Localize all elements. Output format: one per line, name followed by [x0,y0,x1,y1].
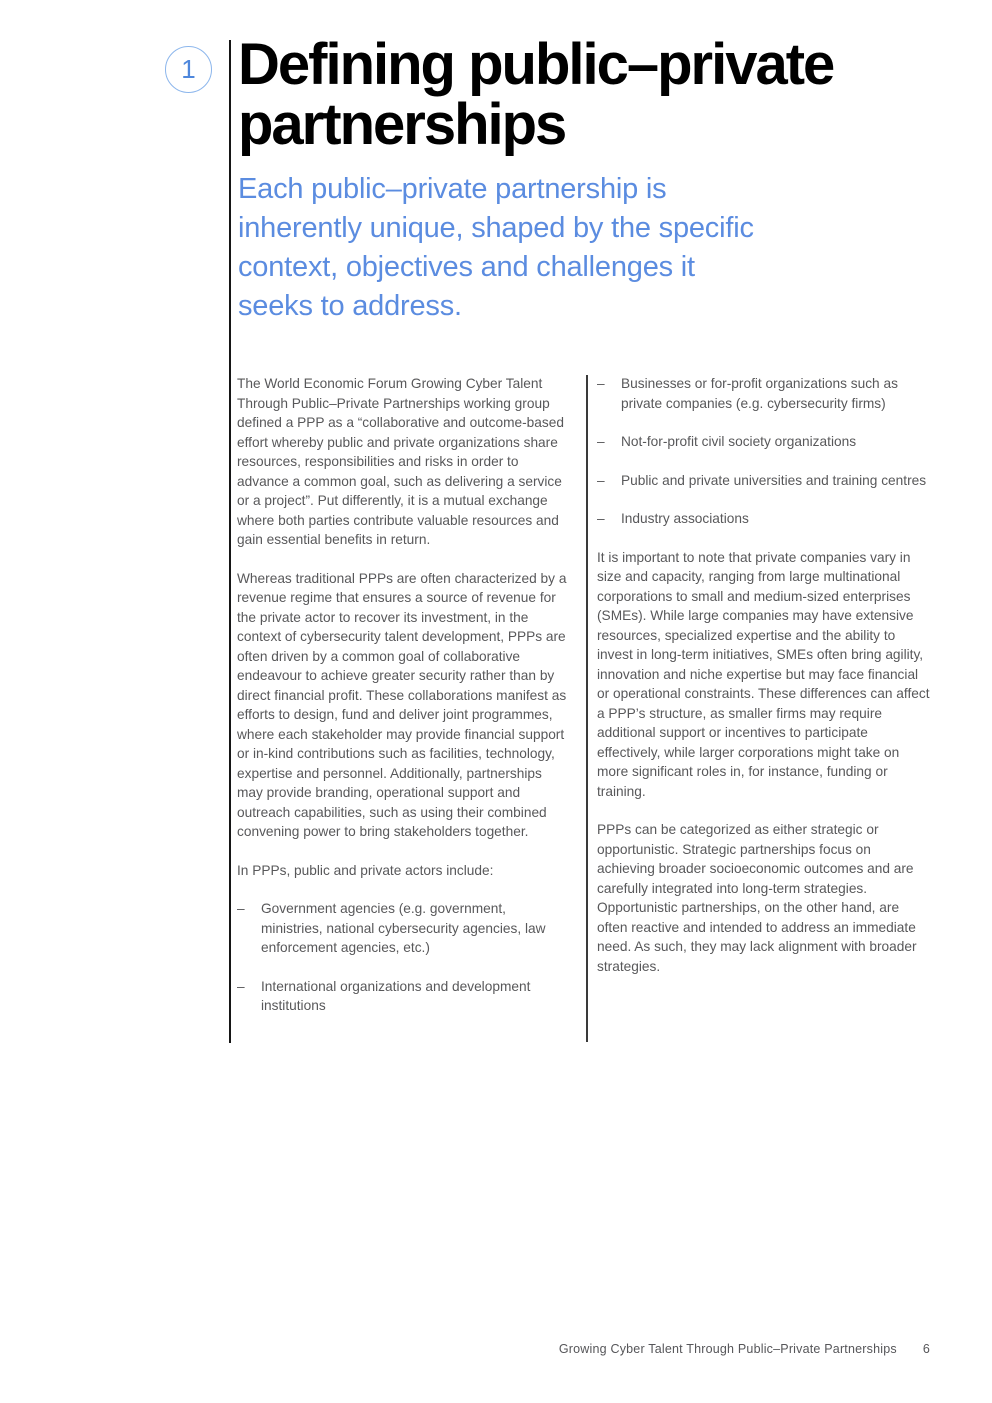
left-vertical-rule [229,40,231,1043]
bullet-text: International organizations and development institutions [261,978,531,1013]
bullet-marker: – [597,376,605,391]
body-paragraph: It is important to note that private companies vary in size and capacity, ranging from large multinational corporations to small and medium-sized enterprises (SMEs). While large companies may have extensive resources, specialized expertise and the ability to invest in long-term initiatives, SMEs often bring agility, innovation and niche expertise but may face financial or operational constraints. These differences can affect a PPP’s structure, as smaller firms may require additional support or incentives to participate effectively, while larger corporations might take on more significant roles in, for instance, funding or training. [597,549,930,799]
bullet-marker: – [237,978,245,994]
section-number: 1 [181,54,196,84]
subtitle-line: Each public–private partnership is [238,173,667,205]
page-subtitle [238,170,754,326]
body-paragraph: Whereas traditional PPPs are often characterized by a revenue regime that ensures a source of revenue for the private actor to recover its investment, in the context of cybersecurity talent development, PPPs are often driven by a common goal of collaborative endeavour to achieve greater security rather than by direct financial profit. These collaborations manifest as efforts to design, fund and deliver joint programmes, where each stakeholder may provide financial support or in-kind contributions such as facilities, technology, expertise and personnel. Additionally, partnerships may provide branding, operational support and outreach capabilities, such as using their combined convening power to bring stakeholders together. [237,570,567,839]
bullet-item [237,899,569,958]
bullet-text: Government agencies (e.g. government, ministries, national cybersecurity agencies, law enforcement agencies, etc.) [261,901,546,955]
bullet-item [597,374,931,413]
section-number-badge [165,46,212,93]
bullet-text: Public and private universities and training centres [621,472,927,488]
bullet-text: Businesses or for-profit organizations such as private companies (e.g. cybersecurity firms) [621,376,898,411]
subtitle-line: seeks to address. [238,290,462,322]
bullet-marker: – [597,472,605,488]
bullet-item [597,471,931,491]
bullet-item [597,509,931,529]
body-paragraph: In PPPs, public and private actors include: [237,862,494,878]
footer-page-number: 6 [922,1342,930,1356]
body-paragraph: The World Economic Forum Growing Cyber Talent Through Public–Private Partnerships working group defined a PPP as a “collaborative and outcome-based effort whereby public and private organizations share resources, responsibilities and risks in order to advance a common goal, such as delivering a service or a project”. Put differently, it is a mutual exchange where both parties contribute valuable resources and gain essential benefits in return. [237,376,564,547]
body-paragraph: PPPs can be categorized as either strategic or opportunistic. Strategic partnerships focus on achieving broader socioeconomic outcomes and are carefully integrated into long-term strategies. Opportunistic partnerships, on the other hand, are often reactive and intended to address an immediate need. As such, they may lack alignment with broader strategies. [597,822,917,974]
bullet-item [237,977,569,1016]
subtitle-line: inherently unique, shaped by the specific [238,212,754,244]
page-title [238,32,834,157]
bullet-text: Industry associations [621,511,749,526]
page-footer [559,1342,930,1356]
column-divider-rule [586,375,588,1042]
bullet-text: Not-for-profit civil society organizations [621,434,857,449]
bullet-marker: – [597,434,605,449]
footer-document-title: Growing Cyber Talent Through Public–Private Partnerships [558,1342,897,1356]
bullet-marker: – [597,511,605,526]
left-column [237,374,569,1035]
bullet-marker: – [237,901,245,916]
page-title-line-1: Defining public–private [238,32,834,97]
right-column [597,374,931,995]
bullet-item [597,432,931,452]
page-title-line-2: partnerships [238,92,566,157]
subtitle-line: context, objectives and challenges it [238,251,695,283]
